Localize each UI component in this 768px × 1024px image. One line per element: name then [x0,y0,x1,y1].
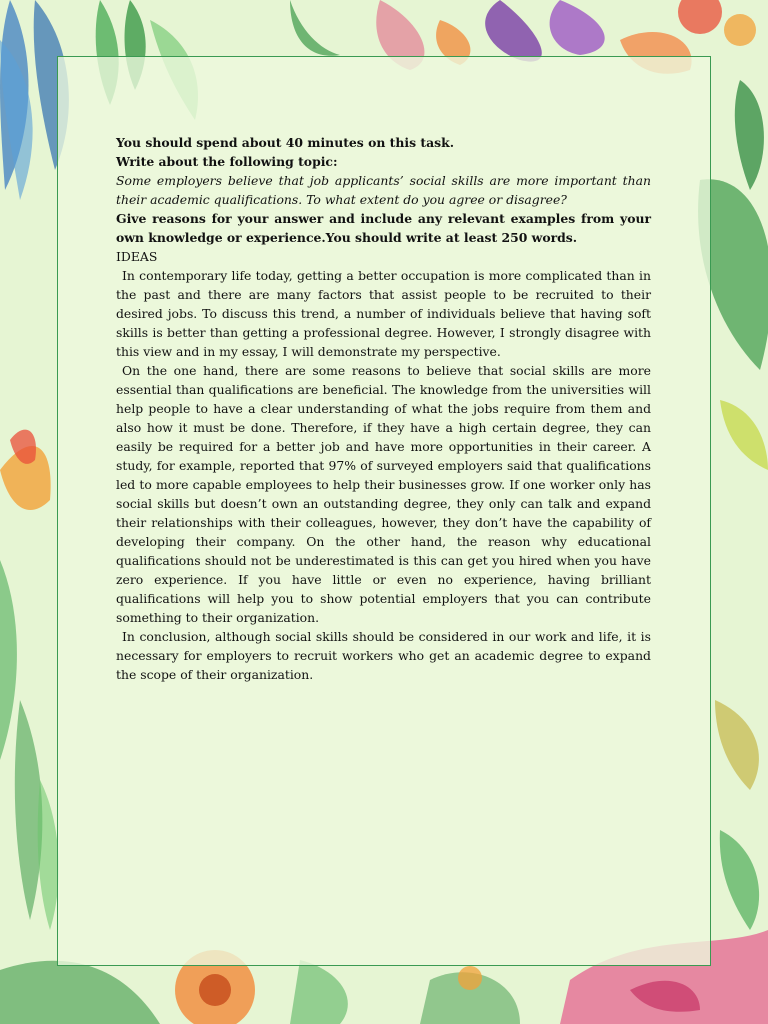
time-instruction: You should spend about 40 minutes on this task. [116,135,455,150]
ideas-label: IDEAS [116,249,158,264]
essay-document [116,133,651,684]
topic-heading: Write about the following topic: [116,154,338,169]
task-instructions: Give reasons for your answer and include any relevant examples from your own knowledge or experience.You should write at least 250 words. [116,211,651,245]
right-lower-leaves-icon [715,700,759,930]
essay-topic: Some employers believe that job applicants’ social skills are more important than their academic qualifications. To what extent do you agree or disagree? [116,173,651,207]
left-bird-of-paradise-icon [0,430,51,760]
essay-paragraph-body: On the one hand, there are some reasons to believe that social skills are more essential than qualifications are beneficial. The knowledge from the universities will help people to have a clear understanding of what the jobs require from them and also how it must be done. Therefore, if they have a high certain degree, they can easily be required for a better job and have more opportunities in their career. A study, for example, reported that 97% of surveyed employers said that qualifications led to more capable employees to help their businesses grow. If one worker only has social skills but doesn’t own an outstanding degree, they only can talk and expand their relationships with their colleagues, however, they don’t have the capability of developing their company. On the other hand, the reason why educational qualifications should not be underestimated is this can get you hired when you have zero experience. If you have little or even no experience, having brilliant qualifications will help you to show potential employers that you can contribute something to their organization. [116,363,651,625]
essay-paragraph-introduction: In contemporary life today, getting a better occupation is more complicated than in the past and there are many factors that assist people to be recruited to their desired jobs. To discuss this trend, a number of individuals believe that having soft skills is better than getting a professional degree. However, I strongly disagree with this view and in my essay, I will demonstrate my perspective. [116,268,651,359]
essay-paragraph-conclusion: In conclusion, although social skills should be considered in our work and life, it is necessary for employers to recruit workers who get an academic degree to expand the scope of their organization. [116,629,651,682]
left-fern-leaves-icon [15,700,59,930]
